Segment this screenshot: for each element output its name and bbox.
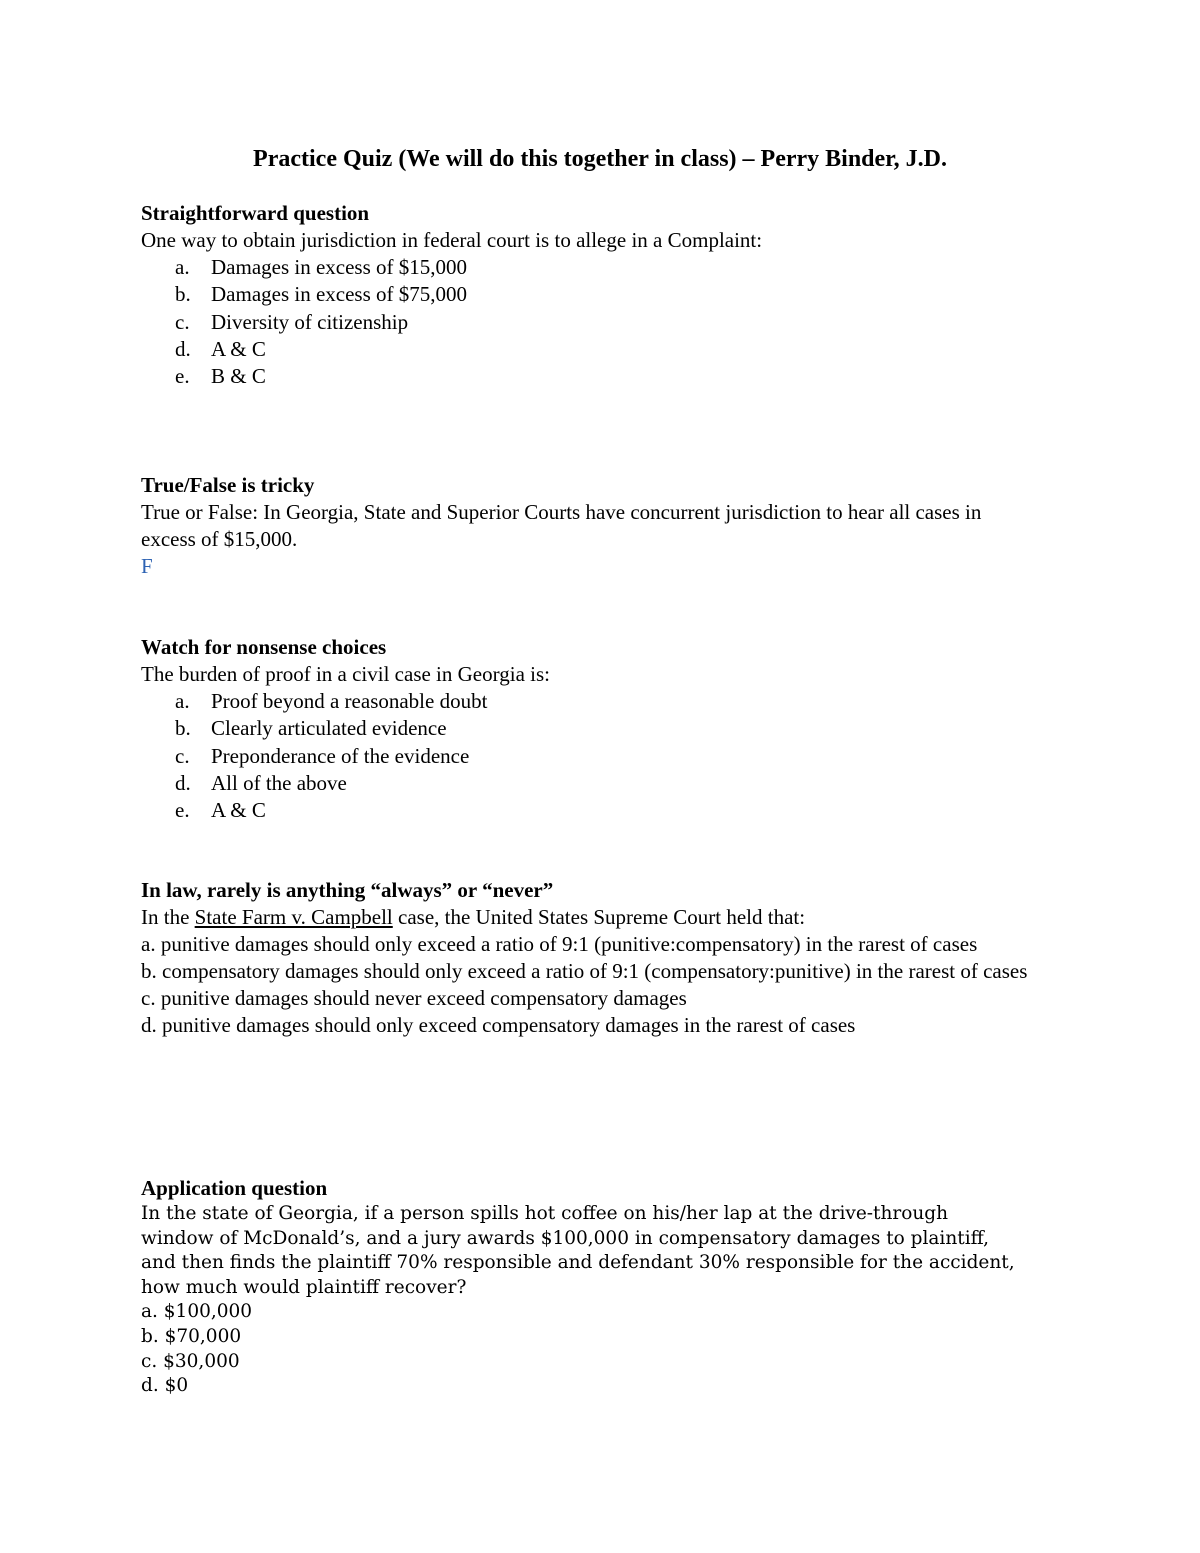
option-c: c. punitive damages should never exceed compensatory damages bbox=[141, 986, 687, 1010]
option-letter: a. bbox=[175, 689, 190, 713]
option-text: Clearly articulated evidence bbox=[211, 716, 447, 741]
option-a bbox=[141, 688, 1041, 715]
answer-options bbox=[141, 688, 1041, 824]
option-letter: c. bbox=[175, 309, 190, 334]
option-a: a. punitive damages should only exceed a ratio of 9:1 (punitive:compensatory) in the rarest of cases bbox=[141, 932, 978, 956]
question-prompt: True or False: In Georgia, State and Superior Courts have concurrent jurisdiction to hear all cases in excess of $15,000. bbox=[141, 500, 982, 551]
option-text: Damages in excess of $75,000 bbox=[211, 282, 468, 307]
option-d bbox=[141, 770, 1041, 797]
case-name: State Farm v. Campbell bbox=[194, 905, 393, 929]
page-title: Practice Quiz (We will do this together in class) – Perry Binder, J.D. bbox=[253, 146, 947, 172]
option-text: A & C bbox=[211, 336, 266, 361]
option-e bbox=[141, 797, 1041, 824]
answer-text: F bbox=[141, 554, 153, 578]
option-text: Preponderance of the evidence bbox=[211, 743, 470, 768]
option-text: Proof beyond a reasonable doubt bbox=[211, 689, 488, 713]
option-b bbox=[141, 715, 1041, 742]
question-2 bbox=[141, 472, 1021, 580]
question-5 bbox=[141, 1175, 1021, 1399]
option-e bbox=[141, 363, 1041, 390]
question-prompt: One way to obtain jurisdiction in federal court is to allege in a Complaint: bbox=[141, 228, 763, 252]
option-a: a. $100,000 bbox=[141, 1301, 253, 1323]
question-heading: Watch for nonsense choices bbox=[141, 635, 387, 659]
option-d bbox=[141, 336, 1041, 363]
option-b bbox=[141, 281, 1041, 308]
option-d: d. $0 bbox=[141, 1375, 189, 1397]
question-prompt bbox=[141, 904, 1041, 931]
option-letter: d. bbox=[175, 336, 191, 361]
question-heading: In law, rarely is anything “always” or “never” bbox=[141, 878, 554, 902]
question-heading: True/False is tricky bbox=[141, 473, 315, 497]
prompt-text: In the bbox=[141, 905, 195, 929]
option-text: B & C bbox=[211, 364, 266, 389]
option-c bbox=[141, 309, 1041, 336]
option-b: b. $70,000 bbox=[141, 1325, 242, 1347]
option-letter: a. bbox=[175, 255, 190, 279]
question-heading: Straightforward question bbox=[141, 201, 370, 225]
question-prompt: In the state of Georgia, if a person spills hot coffee on his/her lap at the drive-through window of McDonald’s, and a jury awards $100,000 in compensatory damages to plaintiff, and then finds the plaintiff 70% responsible and defendant 30% responsible for the accident, how much would plaintiff recover? bbox=[141, 1203, 1015, 1298]
option-c bbox=[141, 743, 1041, 770]
option-d: d. punitive damages should only exceed compensatory damages in the rarest of cases bbox=[141, 1013, 856, 1037]
question-3 bbox=[141, 634, 1041, 824]
question-prompt: The burden of proof in a civil case in Georgia is: bbox=[141, 662, 550, 686]
option-c: c. $30,000 bbox=[141, 1350, 240, 1372]
option-text: Diversity of citizenship bbox=[211, 309, 409, 334]
option-text: Damages in excess of $15,000 bbox=[211, 255, 468, 279]
option-b: b. compensatory damages should only exceed a ratio of 9:1 (compensatory:punitive) in the rarest of cases bbox=[141, 959, 1028, 983]
option-letter: e. bbox=[175, 364, 190, 389]
question-heading: Application question bbox=[141, 1176, 328, 1200]
option-text: All of the above bbox=[211, 770, 347, 795]
option-letter: b. bbox=[175, 716, 191, 741]
option-text: A & C bbox=[211, 798, 266, 823]
option-letter: e. bbox=[175, 798, 190, 823]
question-4 bbox=[141, 877, 1041, 1039]
answer-options bbox=[141, 254, 1041, 390]
question-1 bbox=[141, 200, 1041, 390]
option-letter: c. bbox=[175, 743, 190, 768]
option-letter: b. bbox=[175, 282, 191, 307]
prompt-text: case, the United States Supreme Court held that: bbox=[392, 905, 806, 929]
option-letter: d. bbox=[175, 770, 191, 795]
option-a bbox=[141, 254, 1041, 281]
